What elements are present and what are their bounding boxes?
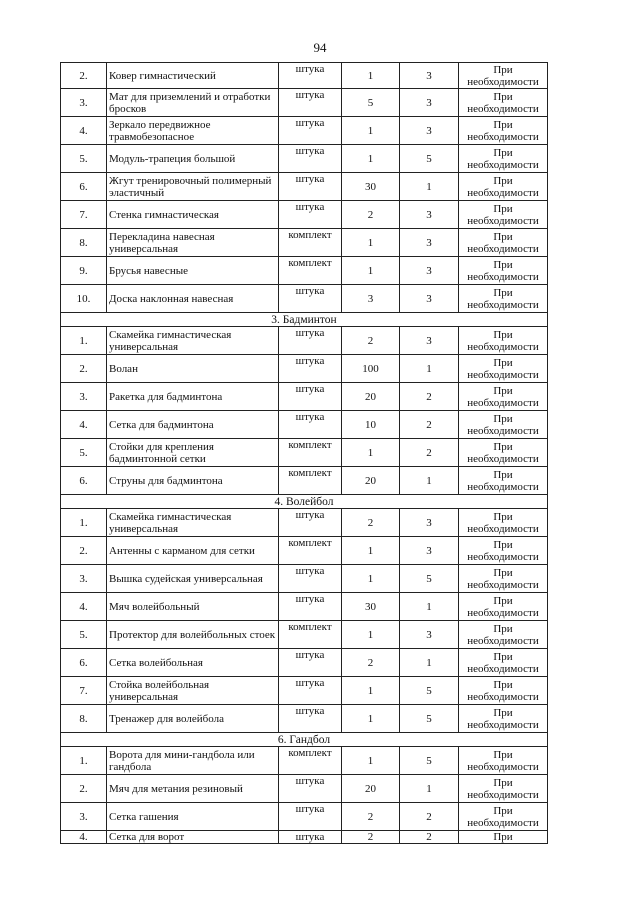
row-number: 4. <box>61 593 107 621</box>
row-number: 7. <box>61 201 107 229</box>
quantity: 1 <box>342 117 400 145</box>
unit-of-measure: комплект <box>279 621 342 649</box>
quantity: 3 <box>342 285 400 313</box>
quantity: 1 <box>342 537 400 565</box>
note: При необходимости <box>459 355 548 383</box>
table-row <box>61 173 548 201</box>
unit-of-measure: штука <box>279 803 342 831</box>
quantity: 1 <box>342 677 400 705</box>
note: При необходимости <box>459 747 548 775</box>
unit-of-measure: штука <box>279 649 342 677</box>
item-name: Сетка гашения <box>107 803 279 831</box>
table-row <box>61 705 548 733</box>
note: При необходимости <box>459 257 548 285</box>
note: При необходимости <box>459 593 548 621</box>
quantity: 1 <box>342 705 400 733</box>
note: При необходимости <box>459 411 548 439</box>
unit-of-measure: штука <box>279 677 342 705</box>
item-name: Мяч для метания резиновый <box>107 775 279 803</box>
note: При необходимости <box>459 649 548 677</box>
service-life: 3 <box>400 89 459 117</box>
unit-of-measure: штука <box>279 509 342 537</box>
note: При необходимости <box>459 803 548 831</box>
row-number: 3. <box>61 89 107 117</box>
equipment-table <box>60 62 548 844</box>
service-life: 3 <box>400 327 459 355</box>
item-name: Стенка гимнастическая <box>107 201 279 229</box>
row-number: 1. <box>61 509 107 537</box>
table-row <box>61 229 548 257</box>
quantity: 2 <box>342 509 400 537</box>
section-title: 6. Гандбол <box>61 733 548 747</box>
service-life: 3 <box>400 117 459 145</box>
section-header-row <box>61 733 548 747</box>
item-name: Ковер гимнастический <box>107 63 279 89</box>
table-row <box>61 327 548 355</box>
quantity: 2 <box>342 649 400 677</box>
table-row <box>61 63 548 89</box>
equipment-table-body <box>61 63 548 844</box>
item-name: Стойка волейбольная универсальная <box>107 677 279 705</box>
item-name: Стойки для крепления бадминтонной сетки <box>107 439 279 467</box>
row-number: 3. <box>61 803 107 831</box>
unit-of-measure: штука <box>279 117 342 145</box>
unit-of-measure: штука <box>279 63 342 89</box>
service-life: 2 <box>400 803 459 831</box>
item-name: Ворота для мини-гандбола или гандбола <box>107 747 279 775</box>
service-life: 3 <box>400 257 459 285</box>
item-name: Мат для приземлений и отработки бросков <box>107 89 279 117</box>
item-name: Модуль-трапеция большой <box>107 145 279 173</box>
item-name: Вышка судейская универсальная <box>107 565 279 593</box>
unit-of-measure: комплект <box>279 537 342 565</box>
table-row <box>61 593 548 621</box>
unit-of-measure: штука <box>279 327 342 355</box>
service-life: 3 <box>400 229 459 257</box>
quantity: 10 <box>342 411 400 439</box>
quantity: 1 <box>342 565 400 593</box>
service-life: 3 <box>400 509 459 537</box>
service-life: 2 <box>400 383 459 411</box>
service-life: 5 <box>400 747 459 775</box>
unit-of-measure: комплект <box>279 229 342 257</box>
note: При необходимости <box>459 775 548 803</box>
note: При необходимости <box>459 89 548 117</box>
table-row <box>61 803 548 831</box>
item-name: Скамейка гимнастическая универсальная <box>107 509 279 537</box>
quantity: 1 <box>342 747 400 775</box>
note: При необходимости <box>459 201 548 229</box>
service-life: 1 <box>400 593 459 621</box>
unit-of-measure: штука <box>279 89 342 117</box>
quantity: 30 <box>342 593 400 621</box>
table-row <box>61 747 548 775</box>
section-title: 3. Бадминтон <box>61 313 548 327</box>
note: При необходимости <box>459 145 548 173</box>
row-number: 3. <box>61 383 107 411</box>
service-life: 3 <box>400 63 459 89</box>
section-header-row <box>61 313 548 327</box>
item-name: Тренажер для волейбола <box>107 705 279 733</box>
note: При необходимости <box>459 677 548 705</box>
item-name: Брусья навесные <box>107 257 279 285</box>
item-name: Антенны с карманом для сетки <box>107 537 279 565</box>
unit-of-measure: штука <box>279 411 342 439</box>
unit-of-measure: штука <box>279 173 342 201</box>
service-life: 2 <box>400 831 459 844</box>
unit-of-measure: комплект <box>279 439 342 467</box>
service-life: 5 <box>400 145 459 173</box>
item-name: Мяч волейбольный <box>107 593 279 621</box>
service-life: 3 <box>400 201 459 229</box>
item-name: Волан <box>107 355 279 383</box>
table-row <box>61 467 548 495</box>
row-number: 2. <box>61 537 107 565</box>
unit-of-measure: штука <box>279 201 342 229</box>
service-life: 5 <box>400 677 459 705</box>
item-name: Доска наклонная навесная <box>107 285 279 313</box>
row-number: 5. <box>61 145 107 173</box>
quantity: 2 <box>342 327 400 355</box>
quantity: 30 <box>342 173 400 201</box>
row-number: 4. <box>61 411 107 439</box>
note: При необходимости <box>459 705 548 733</box>
item-name: Скамейка гимнастическая универсальная <box>107 327 279 355</box>
table-row <box>61 89 548 117</box>
table-row <box>61 117 548 145</box>
unit-of-measure: штука <box>279 593 342 621</box>
quantity: 100 <box>342 355 400 383</box>
row-number: 2. <box>61 775 107 803</box>
unit-of-measure: штука <box>279 831 342 844</box>
note: При необходимости <box>459 509 548 537</box>
row-number: 6. <box>61 649 107 677</box>
note: При необходимости <box>459 467 548 495</box>
table-row <box>61 775 548 803</box>
table-row <box>61 649 548 677</box>
note: При необходимости <box>459 565 548 593</box>
row-number: 5. <box>61 439 107 467</box>
table-row <box>61 383 548 411</box>
service-life: 1 <box>400 467 459 495</box>
service-life: 5 <box>400 565 459 593</box>
quantity: 20 <box>342 383 400 411</box>
quantity: 1 <box>342 63 400 89</box>
unit-of-measure: штука <box>279 383 342 411</box>
service-life: 2 <box>400 411 459 439</box>
quantity: 2 <box>342 803 400 831</box>
table-row <box>61 621 548 649</box>
note: При необходимости <box>459 537 548 565</box>
quantity: 1 <box>342 145 400 173</box>
note: При необходимости <box>459 383 548 411</box>
note: При необходимости <box>459 327 548 355</box>
service-life: 1 <box>400 355 459 383</box>
row-number: 3. <box>61 565 107 593</box>
unit-of-measure: штука <box>279 775 342 803</box>
table-row <box>61 145 548 173</box>
table-row <box>61 257 548 285</box>
quantity: 2 <box>342 831 400 844</box>
section-title: 4. Волейбол <box>61 495 548 509</box>
service-life: 1 <box>400 775 459 803</box>
row-number: 9. <box>61 257 107 285</box>
service-life: 1 <box>400 173 459 201</box>
service-life: 3 <box>400 537 459 565</box>
table-row <box>61 831 548 844</box>
item-name: Жгут тренировочный полимерный эластичный <box>107 173 279 201</box>
unit-of-measure: штука <box>279 145 342 173</box>
table-row <box>61 439 548 467</box>
unit-of-measure: штука <box>279 355 342 383</box>
row-number: 10. <box>61 285 107 313</box>
quantity: 1 <box>342 439 400 467</box>
item-name: Сетка для бадминтона <box>107 411 279 439</box>
table-row <box>61 565 548 593</box>
table-row <box>61 285 548 313</box>
unit-of-measure: штука <box>279 285 342 313</box>
service-life: 1 <box>400 649 459 677</box>
table-row <box>61 677 548 705</box>
note: При необходимости <box>459 621 548 649</box>
row-number: 7. <box>61 677 107 705</box>
unit-of-measure: штука <box>279 705 342 733</box>
row-number: 1. <box>61 327 107 355</box>
note: При необходимости <box>459 439 548 467</box>
row-number: 8. <box>61 229 107 257</box>
quantity: 5 <box>342 89 400 117</box>
row-number: 2. <box>61 63 107 89</box>
row-number: 1. <box>61 747 107 775</box>
item-name: Сетка для ворот <box>107 831 279 844</box>
quantity: 2 <box>342 201 400 229</box>
unit-of-measure: комплект <box>279 257 342 285</box>
row-number: 6. <box>61 173 107 201</box>
table-row <box>61 355 548 383</box>
table-row <box>61 537 548 565</box>
table-row <box>61 509 548 537</box>
quantity: 20 <box>342 775 400 803</box>
note: При необходимости <box>459 285 548 313</box>
unit-of-measure: комплект <box>279 747 342 775</box>
note: При необходимости <box>459 229 548 257</box>
quantity: 1 <box>342 621 400 649</box>
note: При <box>459 831 548 844</box>
page-number: 94 <box>313 40 327 55</box>
service-life: 2 <box>400 439 459 467</box>
table-row <box>61 411 548 439</box>
unit-of-measure: комплект <box>279 467 342 495</box>
table-row <box>61 201 548 229</box>
item-name: Сетка волейбольная <box>107 649 279 677</box>
row-number: 8. <box>61 705 107 733</box>
service-life: 3 <box>400 621 459 649</box>
quantity: 20 <box>342 467 400 495</box>
item-name: Протектор для волейбольных стоек <box>107 621 279 649</box>
item-name: Зеркало передвижное травмобезопасное <box>107 117 279 145</box>
item-name: Ракетка для бадминтона <box>107 383 279 411</box>
row-number: 4. <box>61 117 107 145</box>
item-name: Перекладина навесная универсальная <box>107 229 279 257</box>
item-name: Струны для бадминтона <box>107 467 279 495</box>
quantity: 1 <box>342 229 400 257</box>
row-number: 6. <box>61 467 107 495</box>
section-header-row <box>61 495 548 509</box>
service-life: 3 <box>400 285 459 313</box>
row-number: 4. <box>61 831 107 844</box>
row-number: 5. <box>61 621 107 649</box>
row-number: 2. <box>61 355 107 383</box>
quantity: 1 <box>342 257 400 285</box>
unit-of-measure: штука <box>279 565 342 593</box>
note: При необходимости <box>459 63 548 89</box>
note: При необходимости <box>459 173 548 201</box>
note: При необходимости <box>459 117 548 145</box>
service-life: 5 <box>400 705 459 733</box>
